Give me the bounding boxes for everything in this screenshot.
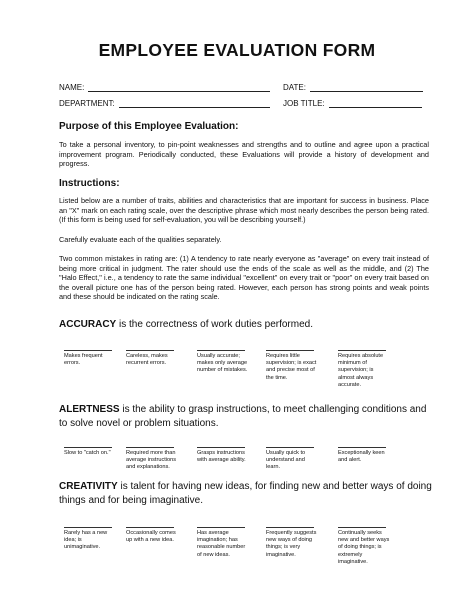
rating-option-text: Exceptionally keen and alert.	[338, 450, 385, 464]
rating-line[interactable]	[338, 527, 386, 528]
rating-option-text: Slow to "catch on."	[64, 450, 111, 456]
rating-line[interactable]	[64, 527, 112, 528]
rating-option[interactable]	[126, 350, 178, 367]
rating-option-text: Has average imagination; has reasonable number of new ideas.	[197, 530, 246, 558]
rating-line[interactable]	[126, 447, 174, 448]
rating-option[interactable]	[266, 350, 318, 382]
rating-option[interactable]	[64, 527, 116, 552]
rating-line[interactable]	[338, 350, 386, 351]
rating-option-text: Makes frequent errors.	[64, 353, 103, 367]
criterion-creativity	[59, 480, 434, 507]
instructions-paragraph-1: Listed below are a number of traits, abilities and characteristics that are important for success in business. Place an "X" mark on each rating scale, over the descriptive phrase which most nearly describes the person being rated. (If this form is being used for self-evaluation, you will be describing yourself.)	[59, 196, 429, 225]
rating-line[interactable]	[197, 527, 245, 528]
criterion-name: CREATIVITY	[59, 481, 118, 492]
criterion-name: ALERTNESS	[59, 404, 120, 415]
rating-line[interactable]	[266, 527, 314, 528]
rating-line[interactable]	[126, 350, 174, 351]
rating-option[interactable]	[338, 350, 390, 389]
rating-option[interactable]	[338, 527, 390, 566]
instructions-paragraph-2: Carefully evaluate each of the qualities separately.	[59, 235, 222, 244]
criterion-description: is talent for having new ideas, for finding new and better ways of doing things and for being imaginative.	[59, 481, 432, 506]
rating-option-text: Required more than average instructions and explanations.	[126, 450, 177, 471]
rating-option-text: Careless, makes recurrent errors.	[126, 353, 168, 367]
rating-option[interactable]	[197, 447, 249, 464]
rating-option[interactable]	[197, 350, 249, 375]
rating-option[interactable]	[338, 447, 390, 464]
rating-option[interactable]	[64, 350, 116, 367]
name-label: NAME:	[59, 83, 85, 92]
rating-option[interactable]	[126, 447, 178, 472]
rating-option[interactable]	[266, 527, 318, 559]
criterion-description: is the ability to grasp instructions, to meet challenging conditions and to solve novel or problem situations.	[59, 404, 427, 429]
instructions-heading: Instructions:	[59, 178, 120, 189]
department-label: DEPARTMENT:	[59, 99, 115, 108]
rating-option-text: Requires absolute minimum of supervision; is almost always accurate.	[338, 353, 384, 388]
name-field[interactable]	[59, 83, 270, 92]
rating-line[interactable]	[126, 527, 174, 528]
rating-line[interactable]	[64, 447, 112, 448]
job-title-field[interactable]	[283, 99, 422, 108]
rating-line[interactable]	[266, 350, 314, 351]
rating-line[interactable]	[197, 447, 245, 448]
rating-option[interactable]	[266, 447, 318, 472]
rating-option[interactable]	[126, 527, 178, 544]
date-input-line[interactable]	[310, 83, 423, 92]
rating-option-text: Requires little supervision; is exact and precise most of the time.	[266, 353, 317, 381]
criterion-accuracy	[59, 318, 434, 332]
rating-option-text: Usually quick to understand and learn.	[266, 450, 306, 471]
rating-option-text: Frequently suggests new ways of doing things; is very imaginative.	[266, 530, 317, 558]
rating-option[interactable]	[64, 447, 116, 457]
rating-option-text: Grasps instructions with average ability.	[197, 450, 246, 464]
job-title-label: JOB TITLE:	[283, 99, 325, 108]
rating-option[interactable]	[197, 527, 249, 559]
rating-line[interactable]	[338, 447, 386, 448]
purpose-heading: Purpose of this Employee Evaluation:	[59, 121, 239, 132]
rating-option-text: Usually accurate; makes only average number of mistakes.	[197, 353, 248, 374]
criterion-description: is the correctness of work duties performed.	[116, 319, 313, 330]
job-title-input-line[interactable]	[329, 99, 422, 108]
department-input-line[interactable]	[119, 99, 270, 108]
rating-option-text: Rarely has a new idea; is unimaginative.	[64, 530, 108, 551]
name-input-line[interactable]	[88, 83, 270, 92]
rating-line[interactable]	[197, 350, 245, 351]
department-field[interactable]	[59, 99, 270, 108]
rating-line[interactable]	[64, 350, 112, 351]
criterion-name: ACCURACY	[59, 319, 117, 330]
criterion-alertness	[59, 403, 434, 430]
rating-line[interactable]	[266, 447, 314, 448]
date-field[interactable]	[283, 83, 423, 92]
form-title: EMPLOYEE EVALUATION FORM	[98, 40, 376, 60]
instructions-paragraph-3: Two common mistakes in rating are: (1) A tendency to rate nearly everyone as "average" on every trait instead of being more critical in judgment. The rater should use the ends of the scale as well as the middle, and (2) The "Halo Effect," i.e., a tendency to rate the same individual "excellent" on every trait or "poor" on every trait based on the overall picture one has of the person being rated. However, each person has strong points and weak points and these should be indicated on the rating scale.	[59, 254, 429, 302]
rating-option-text: Continually seeks new and better ways of doing things; is extremely imaginative.	[338, 530, 390, 565]
rating-option-text: Occasionally comes up with a new idea.	[126, 530, 176, 544]
purpose-text: To take a personal inventory, to pin-point weaknesses and strengths and to outline and agree upon a practical improvement program. Periodically conducted, these Evaluations will provide a history of development and progress.	[59, 140, 429, 169]
date-label: DATE:	[283, 83, 306, 92]
